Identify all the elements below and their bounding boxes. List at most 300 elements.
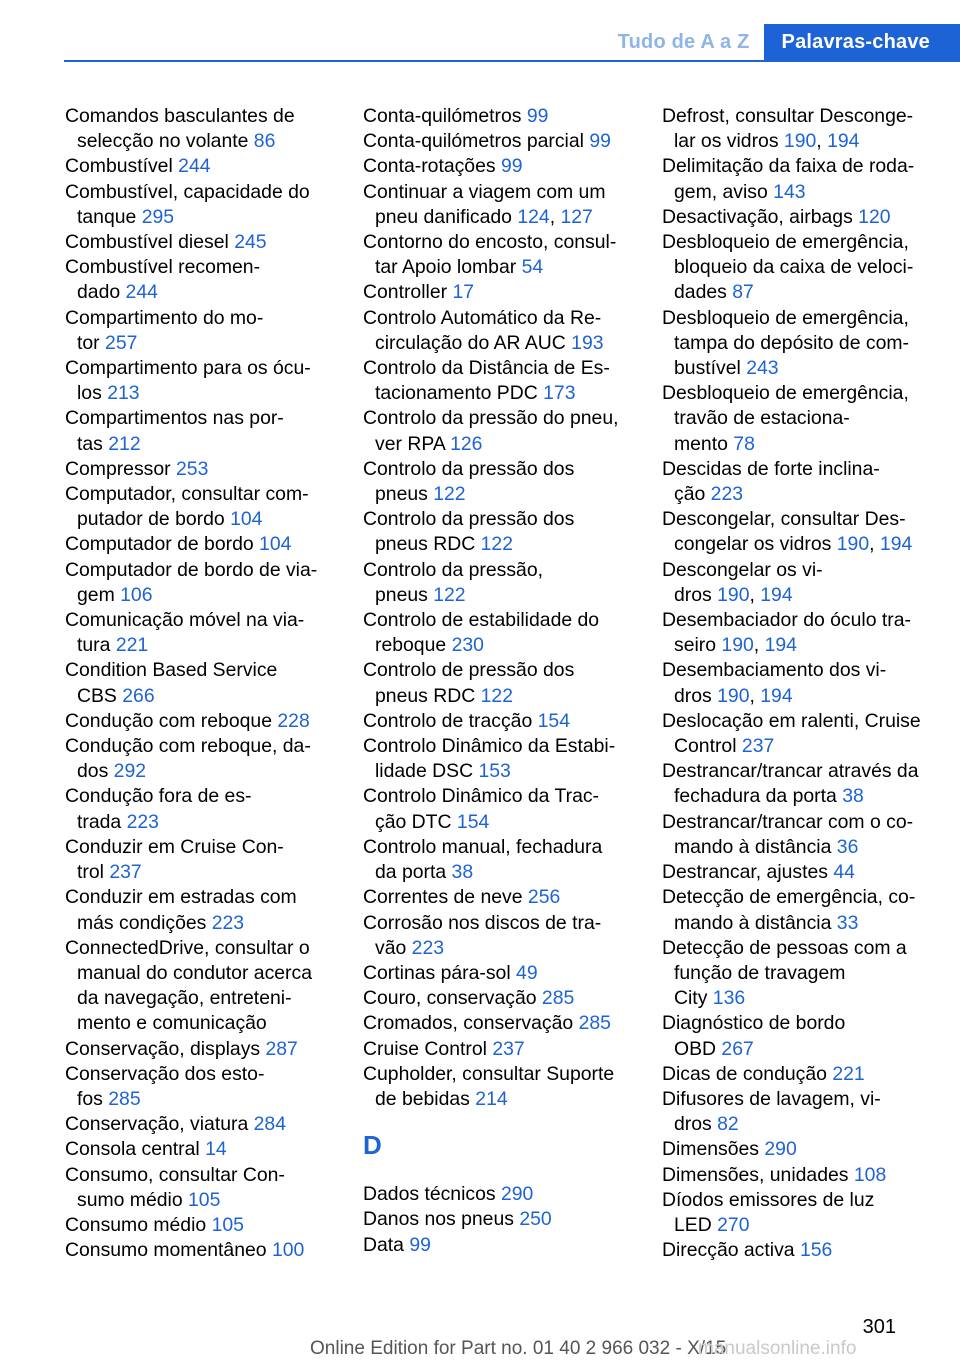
page-link[interactable]: 194 — [827, 130, 860, 153]
page-link[interactable]: 194 — [760, 684, 793, 707]
index-entry-text: Desbloqueio de emergência, — [662, 306, 909, 329]
index-entry-text: Consumo, consultar Con- — [65, 1163, 285, 1186]
index-entry-text: Controlo de pressão dos — [363, 659, 575, 682]
index-entry-text: Detecção de emergência, co- — [662, 886, 916, 909]
index-entry-text: Cupholder, consultar Suporte — [363, 1062, 615, 1085]
index-entry — [662, 759, 947, 809]
index-entry — [65, 180, 345, 230]
page-link[interactable]: 243 — [746, 357, 779, 380]
index-entry — [363, 129, 643, 154]
page-link[interactable]: 154 — [537, 709, 570, 732]
page-link[interactable]: 154 — [456, 810, 490, 833]
index-entry-text: Controlo da Distância de Es- — [363, 357, 610, 380]
index-entry — [65, 532, 345, 557]
index-entry-text: Difusores de lavagem, vi- — [662, 1087, 881, 1110]
page-link[interactable]: 126 — [450, 432, 483, 455]
watermark: manualsonline.info — [698, 1338, 857, 1359]
page-link[interactable]: 212 — [108, 432, 141, 455]
index-entry-text: Compressor — [65, 457, 171, 480]
index-entry-text: Controlo Dinâmico da Trac- — [363, 785, 600, 808]
index-column-3 — [662, 104, 947, 1263]
index-entry-text: Continuar a viagem com um — [363, 180, 606, 203]
index-entry-text: Combustível recomen- — [65, 256, 261, 279]
index-entry-text: selecção no volante — [77, 130, 249, 153]
index-entry — [363, 709, 643, 734]
index-entry-text: Conservação, displays — [65, 1037, 261, 1060]
index-entry-text: da porta — [375, 861, 447, 884]
page-link[interactable]: 17 — [452, 281, 475, 304]
index-entry-text: Cruise Control — [363, 1037, 487, 1060]
index-entry-text: lidade DSC — [375, 760, 474, 783]
index-entry — [363, 608, 643, 658]
edition-footer: Online Edition for Part no. 01 40 2 966 032 - X/15 — [310, 1338, 727, 1359]
index-entry-text: Condução com reboque — [65, 709, 272, 732]
index-entry — [65, 734, 345, 784]
index-entry-text: lar os vidros — [674, 130, 779, 153]
index-entry-text: Desbloqueio de emergência, — [662, 231, 909, 254]
index-entry-text: Controlo manual, fechadura — [363, 835, 603, 858]
page-link[interactable]: 122 — [480, 684, 513, 707]
active-tab-keywords[interactable]: Palavras-chave — [764, 24, 960, 61]
page-link[interactable]: 33 — [836, 911, 859, 934]
index-entry-text: dades — [674, 281, 727, 304]
index-entry-text: Compartimento para os ócu- — [65, 357, 311, 380]
index-entry-text: Conta-quilómetros — [363, 105, 522, 127]
header-rule — [64, 60, 960, 62]
index-entry — [662, 709, 947, 759]
page-link[interactable]: 105 — [211, 1213, 244, 1236]
index-entry-text: los — [77, 382, 102, 405]
page-link[interactable]: 99 — [526, 105, 549, 127]
index-entry — [363, 986, 643, 1011]
index-entry-text: Controlo da pressão dos — [363, 508, 575, 531]
index-entry-text: Contorno do encosto, consul- — [363, 231, 617, 254]
index-entry-text: bloqueio da caixa de veloci- — [674, 256, 914, 279]
index-entry — [65, 936, 345, 1037]
index-entry-text: más condições — [77, 911, 207, 934]
index-entry — [363, 911, 643, 961]
index-entry — [662, 885, 947, 935]
index-entry-text: dos — [77, 760, 109, 783]
page-link[interactable]: 290 — [764, 1138, 797, 1161]
index-entry — [65, 1062, 345, 1112]
index-entry-text: tampa do depósito de com- — [674, 331, 909, 354]
index-entry — [662, 1188, 947, 1238]
index-entry — [65, 356, 345, 406]
index-entry-text: trada — [77, 810, 122, 833]
index-entry-text: mando à distância — [674, 911, 832, 934]
index-entry-text: gem, aviso — [674, 180, 768, 203]
index-entry-text: Conduzir em Cruise Con- — [65, 835, 284, 858]
index-entry — [662, 1238, 947, 1263]
index-entry-text: pneus RDC — [375, 533, 476, 556]
index-entry-text: Data — [363, 1233, 404, 1256]
page-link[interactable]: 38 — [842, 785, 864, 808]
page-link[interactable]: 106 — [120, 583, 153, 606]
index-entry-text: Consola central — [65, 1138, 200, 1161]
index-entry-text: Compartimentos nas por- — [65, 407, 284, 430]
index-entry-text: dros — [674, 1113, 712, 1136]
index-entry — [65, 1137, 345, 1162]
page-link[interactable]: 194 — [760, 583, 793, 606]
page-link[interactable]: 44 — [833, 861, 855, 884]
page-link[interactable]: 250 — [519, 1208, 552, 1231]
index-entry-text: reboque — [375, 634, 447, 657]
page-link[interactable]: 190 — [717, 684, 750, 707]
page-link[interactable]: 290 — [500, 1183, 534, 1206]
page-link[interactable]: 295 — [141, 205, 175, 228]
index-entry — [662, 230, 947, 306]
page-link[interactable]: 230 — [451, 634, 484, 657]
page-link[interactable]: 237 — [741, 735, 775, 758]
page-link[interactable]: 86 — [253, 130, 276, 153]
index-entry-text: da navegação, entreteni- — [77, 987, 292, 1010]
index-entry-text: Direcção activa — [662, 1239, 795, 1262]
header-tabs — [600, 24, 960, 61]
index-entry-text: Condução fora de es- — [65, 785, 252, 808]
index-entry-text: Conta-rotações — [363, 155, 496, 178]
page-link[interactable]: 253 — [176, 457, 209, 480]
index-entry — [363, 1207, 643, 1232]
index-entry-text: Danos nos pneus — [363, 1208, 514, 1231]
index-entry — [363, 961, 643, 986]
index-entry: Desembaciamento dos vi- dros 190, 194 — [662, 659, 887, 707]
index-entry-text: mento e comunicação — [77, 1012, 267, 1035]
index-entry — [662, 205, 947, 230]
index-entry-text: Desembaciador do óculo tra- — [662, 609, 911, 632]
index-entry-text: Descongelar, consultar Des- — [662, 508, 906, 531]
index-entry: Desembaciador do óculo tra- seiro 190, 194 — [662, 609, 911, 657]
page-link[interactable]: 173 — [543, 382, 576, 405]
index-entry-text: pneus — [375, 483, 428, 506]
index-entry-text: Comunicação móvel na via- — [65, 609, 305, 632]
index-entry-text: City — [674, 987, 708, 1010]
page-link[interactable]: 266 — [122, 684, 155, 707]
index-entry-text: pneu danificado — [375, 205, 512, 228]
index-entry-text: vão — [375, 936, 407, 959]
index-entry-text: de bebidas — [375, 1087, 470, 1110]
page-link[interactable]: 49 — [516, 961, 538, 984]
index-entry — [65, 482, 345, 532]
index-entry-text: Destrancar, ajustes — [662, 861, 828, 884]
index-entry — [65, 1112, 345, 1137]
index-entry-text: Compartimento do mo- — [65, 306, 264, 329]
index-entry-text: Cromados, conservação — [363, 1012, 574, 1035]
page-link[interactable]: 36 — [836, 835, 859, 858]
index-entry-text: Dados técnicos — [363, 1183, 496, 1206]
index-entry-text: congelar os vidros — [674, 533, 832, 556]
index-entry-text: tar Apoio lombar — [375, 256, 517, 279]
index-entry-text: Destrancar/trancar com o co- — [662, 810, 914, 833]
index-entry-text: Conservação dos esto- — [65, 1062, 265, 1085]
index-entry-text: OBD — [674, 1037, 717, 1060]
page-link[interactable]: 190 — [721, 634, 754, 657]
index-entry — [65, 1037, 345, 1062]
index-entry — [363, 1233, 643, 1258]
page-link[interactable]: 122 — [433, 583, 466, 606]
index-entry — [65, 558, 345, 608]
index-entry-text: Destrancar/trancar através da — [662, 760, 919, 783]
page-link[interactable]: 190 — [783, 130, 817, 153]
index-entry-text: função de travagem — [674, 961, 846, 984]
index-entry-text: Cortinas pára-sol — [363, 961, 511, 984]
index-entry — [662, 154, 947, 204]
index-entry — [363, 306, 643, 356]
index-entry — [363, 230, 643, 280]
page-link[interactable]: 99 — [409, 1233, 431, 1256]
page-link[interactable]: 237 — [109, 861, 142, 884]
index-entry: Continuar a viagem com um pneu danificado 124, 127 — [363, 180, 606, 228]
index-entry-text: manual do condutor acerca — [77, 961, 312, 984]
index-entry-text: dros — [674, 684, 712, 707]
index-entry — [65, 608, 345, 658]
index-entry-text: ver RPA — [375, 432, 445, 455]
page-link[interactable]: 270 — [717, 1213, 750, 1236]
index-entry-text: Controlo de estabilidade do — [363, 609, 600, 632]
page-link[interactable]: 78 — [733, 432, 755, 455]
page-link[interactable]: 223 — [411, 936, 445, 959]
index-entry-text: sumo médio — [77, 1188, 183, 1211]
page-link[interactable]: 38 — [451, 861, 474, 884]
index-entry-text: Computador de bordo de via- — [65, 558, 318, 581]
index-entry-text: Conduzir em estradas com — [65, 886, 297, 909]
page-link[interactable]: 244 — [125, 281, 158, 304]
index-entry-text: Dimensões — [662, 1138, 759, 1161]
page-link[interactable]: 153 — [478, 760, 511, 783]
page-link[interactable]: 237 — [492, 1037, 525, 1060]
page-link[interactable]: 136 — [712, 987, 746, 1010]
page-link[interactable]: 284 — [253, 1113, 286, 1136]
index-entry-text: tura — [77, 634, 111, 657]
index-entry-text: Combustível diesel — [65, 231, 229, 254]
index-entry — [363, 885, 643, 910]
page-link[interactable]: 285 — [541, 987, 575, 1010]
page-link[interactable]: 228 — [277, 709, 310, 732]
page-link[interactable]: 143 — [773, 180, 806, 203]
page-link[interactable]: 285 — [108, 1087, 141, 1110]
page-link[interactable]: 127 — [560, 205, 593, 228]
index-entry-text: Descidas de forte inclina- — [662, 457, 880, 480]
page-link[interactable]: 122 — [480, 533, 513, 556]
index-entry — [65, 709, 345, 734]
page-link[interactable]: 194 — [879, 533, 913, 556]
index-entry-text: Descongelar os vi- — [662, 558, 823, 581]
index-entry — [363, 658, 643, 708]
page-link[interactable]: 257 — [105, 331, 138, 354]
index-entry-text: Deslocação em ralenti, Cruise — [662, 709, 921, 732]
page-link[interactable]: 124 — [517, 205, 550, 228]
index-entry-text: mento — [674, 432, 728, 455]
page-link[interactable]: 54 — [521, 256, 544, 279]
index-entry-text: seiro — [674, 634, 717, 657]
index-entry-text: circulação do AR AUC — [375, 331, 566, 354]
page-link[interactable]: 267 — [721, 1037, 754, 1060]
index-entry-text: Dimensões, unidades — [662, 1163, 849, 1186]
page-link[interactable]: 99 — [500, 155, 523, 178]
page-link[interactable]: 223 — [126, 810, 159, 833]
index-entry — [65, 306, 345, 356]
page-link[interactable]: 221 — [115, 634, 149, 657]
index-entry — [65, 230, 345, 255]
section-letter: D — [363, 1130, 382, 1161]
index-entry: Descongelar, consultar Des- congelar os vidros 190, 194 — [662, 508, 913, 556]
index-entry-text: mando à distância — [674, 835, 832, 858]
index-entry-text: Díodos emissores de luz — [662, 1188, 875, 1211]
index-entry-text: Controlo Dinâmico da Estabi- — [363, 735, 616, 758]
page-link[interactable]: 100 — [271, 1239, 305, 1262]
index-entry — [65, 457, 345, 482]
index-entry-text: Correntes de neve — [363, 886, 523, 909]
index-entry — [363, 280, 643, 305]
index-entry — [363, 154, 643, 179]
index-entry — [65, 255, 345, 305]
page-link[interactable]: 190 — [836, 533, 870, 556]
page-link[interactable]: 87 — [732, 281, 754, 304]
index-entry-text: Controlo da pressão, — [363, 558, 544, 581]
page-link[interactable]: 256 — [527, 886, 561, 909]
index-entry-text: pneus RDC — [375, 684, 476, 707]
index-entry-text: tas — [77, 432, 103, 455]
page-link[interactable]: 14 — [205, 1138, 227, 1161]
index-entry — [363, 1062, 643, 1112]
index-entry — [65, 406, 345, 456]
index-entry — [363, 457, 643, 507]
index-entry — [363, 1011, 643, 1036]
index-entry — [363, 104, 643, 129]
page-link[interactable]: 193 — [571, 331, 604, 354]
page-link[interactable]: 287 — [265, 1037, 298, 1060]
index-entry — [662, 936, 947, 1012]
index-entry — [363, 406, 643, 456]
index-entry — [65, 1163, 345, 1213]
index-entry-text: Condução com reboque, da- — [65, 735, 311, 758]
index-entry-text: pneus — [375, 583, 428, 606]
index-entry — [363, 507, 643, 557]
index-entry — [363, 784, 643, 834]
index-entry-text: Controller — [363, 281, 448, 304]
index-entry-text: Condition Based Service — [65, 659, 278, 682]
page-link[interactable]: 245 — [234, 231, 267, 254]
page-link[interactable]: 99 — [589, 130, 611, 153]
index-entry-text: Controlo da pressão dos — [363, 457, 575, 480]
index-column-1 — [65, 104, 345, 1263]
page-link[interactable]: 82 — [717, 1113, 739, 1136]
index-entry-text: Detecção de pessoas com a — [662, 936, 907, 959]
index-entry-text: Consumo momentâneo — [65, 1239, 267, 1262]
index-entry-text: Controlo de tracção — [363, 709, 533, 732]
index-entry-text: Computador de bordo — [65, 533, 254, 556]
index-entry — [662, 1062, 947, 1087]
index-entry-text: Dicas de condução — [662, 1062, 827, 1085]
index-entry-text: Combustível — [65, 155, 173, 178]
page-link[interactable]: 190 — [717, 583, 750, 606]
index-entry — [65, 658, 345, 708]
page-link[interactable]: 285 — [578, 1012, 611, 1035]
index-entry — [662, 381, 947, 457]
index-entry-text: Conservação, viatura — [65, 1113, 249, 1136]
index-entry — [65, 784, 345, 834]
index-entry: Descongelar os vi- dros 190, 194 — [662, 558, 823, 606]
index-entry-text: ção DTC — [375, 810, 452, 833]
index-entry — [65, 1213, 345, 1238]
page-link[interactable]: 213 — [107, 382, 140, 405]
index-entry — [662, 1137, 947, 1162]
page-link[interactable]: 214 — [475, 1087, 508, 1110]
index-entry — [662, 1011, 947, 1061]
index-entry — [65, 1238, 345, 1263]
index-entry — [662, 1087, 947, 1137]
index-entry — [662, 1163, 947, 1188]
index-entry — [363, 1182, 643, 1207]
page-link[interactable]: 244 — [178, 155, 211, 178]
section-tab[interactable]: Tudo de A a Z — [600, 24, 764, 61]
index-entry-text: LED — [674, 1213, 712, 1236]
index-entry-text: Defrost, consultar Desconge- — [662, 105, 914, 127]
index-entry-text: Diagnóstico de bordo — [662, 1012, 846, 1035]
index-entry — [65, 885, 345, 935]
index-entry-text: tanque — [77, 205, 137, 228]
index-entry-text: fos — [77, 1087, 103, 1110]
index-entry-text: Delimitação da faixa de roda- — [662, 155, 915, 178]
index-entry-text: Desactivação, airbags — [662, 205, 853, 228]
index-entry — [363, 734, 643, 784]
page-link[interactable]: 105 — [188, 1188, 221, 1211]
index-entry-text: ConnectedDrive, consultar o — [65, 936, 310, 959]
page-link[interactable]: 108 — [853, 1163, 887, 1186]
index-entry-text: Desbloqueio de emergência, — [662, 382, 909, 405]
index-entry-text: CBS — [77, 684, 117, 707]
index-entry — [662, 306, 947, 382]
index-entry-text: fechadura da porta — [674, 785, 837, 808]
page-link[interactable]: 104 — [259, 533, 292, 556]
index-entry — [65, 835, 345, 885]
page-link[interactable]: 223 — [211, 911, 245, 934]
index-entry — [363, 356, 643, 406]
index-entry-text: dros — [674, 583, 712, 606]
index-entry — [363, 835, 643, 885]
index-entry-text: tor — [77, 331, 100, 354]
index-entry-text: ção — [674, 483, 706, 506]
index-entry: Defrost, consultar Desconge- lar os vidros 190, 194 — [662, 105, 914, 153]
index-entry-text: trol — [77, 861, 104, 884]
index-entry-text: Corrosão nos discos de tra- — [363, 911, 602, 934]
index-entry-text: Couro, conservação — [363, 987, 537, 1010]
index-entry-text: Controlo Automático da Re- — [363, 306, 602, 329]
index-entry-text: tacionamento PDC — [375, 382, 538, 405]
page-link[interactable]: 223 — [710, 483, 744, 506]
index-entry — [65, 104, 345, 154]
index-entry — [65, 154, 345, 179]
page-link[interactable]: 104 — [230, 508, 263, 531]
page-link[interactable]: 120 — [858, 205, 891, 228]
index-entry — [662, 810, 947, 860]
page-link[interactable]: 156 — [799, 1239, 833, 1262]
page-link[interactable]: 194 — [764, 634, 797, 657]
index-entry-text: Computador, consultar com- — [65, 483, 309, 506]
index-entry-text: Combustível, capacidade do — [65, 180, 310, 203]
index-entry-text: putador de bordo — [77, 508, 225, 531]
index-entry-text: bustível — [674, 357, 741, 380]
page-link[interactable]: 122 — [433, 483, 466, 506]
index-entry-text: Comandos basculantes de — [65, 105, 295, 127]
index-entry-text: gem — [77, 583, 115, 606]
page-link[interactable]: 221 — [832, 1062, 865, 1085]
index-entry-text: Controlo da pressão do pneu, — [363, 407, 619, 430]
index-entry-text: Control — [674, 735, 737, 758]
index-entry-text: Conta-quilómetros parcial — [363, 130, 584, 153]
index-column-2 — [363, 104, 643, 1258]
page-link[interactable]: 292 — [113, 760, 147, 783]
